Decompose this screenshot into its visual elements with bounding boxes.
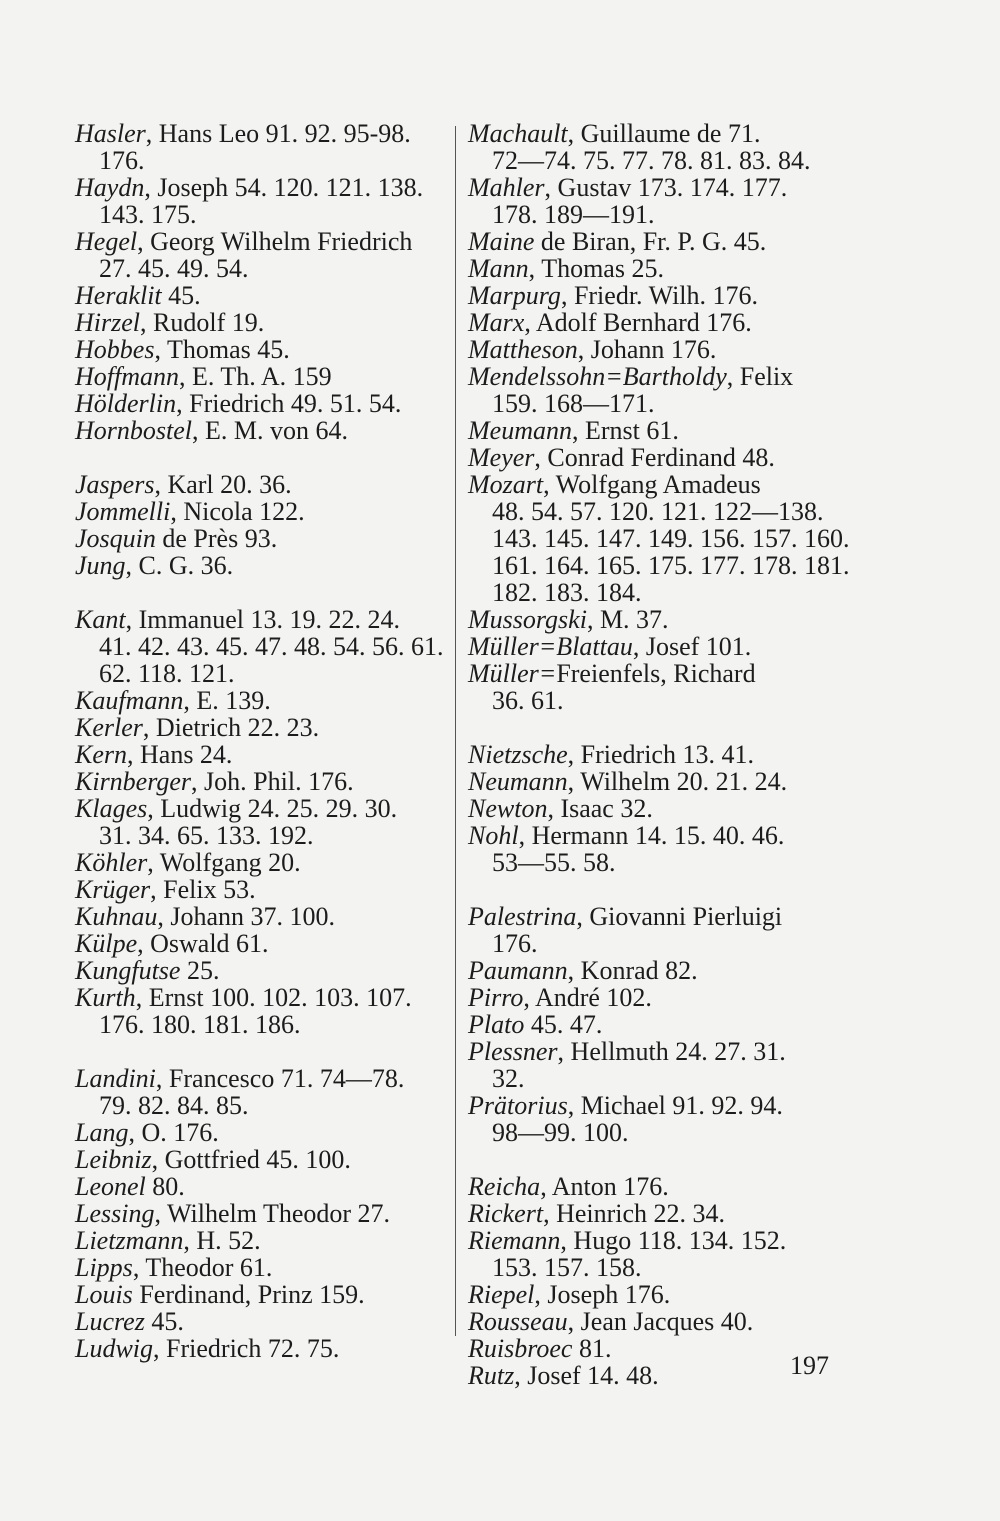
entry-refs: , Joseph 176.: [534, 1280, 671, 1309]
entry-refs: , M. 37.: [586, 605, 669, 634]
entry-name: Kerler: [75, 713, 143, 742]
entry-continuation: 62. 118. 121.: [99, 659, 235, 688]
index-entry: [75, 363, 445, 390]
entry-name: Leonel: [75, 1172, 146, 1201]
section-gap: [75, 444, 445, 471]
entry-name: Klages: [75, 794, 148, 823]
entry-name: Haydn: [75, 173, 145, 202]
entry-refs: , Wilhelm 20. 21. 24.: [567, 767, 788, 796]
entry-refs: , Hans 24.: [127, 740, 233, 769]
index-entry: [75, 1335, 445, 1362]
entry-name: Mahler: [468, 173, 545, 202]
entry-name: Mattheson: [468, 335, 578, 364]
index-entry: [468, 336, 858, 363]
entry-continuation: 36. 61.: [492, 686, 564, 715]
section-gap: [468, 1146, 858, 1173]
entry-name: Heraklit: [75, 281, 162, 310]
index-entry: [468, 444, 858, 471]
entry-refs: , Michael 91. 92. 94.: [567, 1091, 783, 1120]
entry-refs: , Immanuel 13. 19. 22. 24.: [125, 605, 400, 634]
entry-name: Jommelli: [75, 497, 171, 526]
entry-name: Riepel: [468, 1280, 535, 1309]
entry-name: Kant: [75, 605, 126, 634]
section-gap: [468, 714, 858, 741]
index-column-left: [75, 120, 445, 1362]
entry-refs: Ferdinand, Prinz 159.: [132, 1280, 365, 1309]
section-gap: [75, 579, 445, 606]
index-entry: [468, 903, 858, 957]
entry-refs: , Ernst 61.: [571, 416, 679, 445]
entry-name: Newton: [468, 794, 548, 823]
entry-refs: 81.: [572, 1334, 612, 1363]
index-entry: [75, 876, 445, 903]
entry-name: Krüger: [75, 875, 151, 904]
entry-name: Ruisbroec: [468, 1334, 573, 1363]
index-entry: [468, 363, 858, 417]
entry-name: Lietzmann: [75, 1226, 184, 1255]
entry-name: Kern: [75, 740, 127, 769]
entry-refs: , H. 52.: [183, 1226, 261, 1255]
entry-name: Paumann: [468, 956, 568, 985]
entry-refs: , Joh. Phil. 176.: [191, 767, 354, 796]
entry-name: Hobbes: [75, 335, 155, 364]
index-entry: [75, 606, 445, 687]
index-entry: [75, 687, 445, 714]
entry-continuation: 32.: [492, 1064, 525, 1093]
index-entry: [75, 120, 445, 174]
entry-name: Landini: [75, 1064, 156, 1093]
index-entry: [75, 282, 445, 309]
entry-refs: , Hermann 14. 15. 40. 46.: [518, 821, 785, 850]
index-entry: [75, 714, 445, 741]
entry-name: Hölderlin: [75, 389, 177, 418]
index-entry: [75, 984, 445, 1038]
entry-refs: , Gustav 173. 174. 177.: [544, 173, 788, 202]
entry-refs: , Ludwig 24. 25. 29. 30.: [147, 794, 398, 823]
entry-name: Kirnberger: [75, 767, 192, 796]
entry-name: Meyer: [468, 443, 535, 472]
entry-refs: , Karl 20. 36.: [154, 470, 292, 499]
entry-name: Müller=: [468, 659, 557, 688]
entry-name: Lucrez: [75, 1307, 145, 1336]
entry-name: Hoffmann: [75, 362, 179, 391]
entry-continuation: 27. 45. 49. 54.: [99, 254, 249, 283]
entry-refs: , Thomas 25.: [528, 254, 664, 283]
section-gap: [75, 1038, 445, 1065]
index-entry: [75, 1281, 445, 1308]
entry-refs: , Adolf Bernhard 176.: [524, 308, 752, 337]
entry-refs: , Anton 176.: [540, 1172, 669, 1201]
index-entry: [75, 1146, 445, 1173]
entry-name: Marpurg: [468, 281, 561, 310]
index-entry: [75, 390, 445, 417]
entry-refs: , Wolfgang 20.: [147, 848, 301, 877]
index-entry: [468, 282, 858, 309]
entry-name: Hirzel: [75, 308, 140, 337]
entry-refs: , Johann 37. 100.: [157, 902, 336, 931]
entry-refs: , Josef 14. 48.: [514, 1361, 659, 1390]
entry-name: Kungfutse: [75, 956, 181, 985]
entry-refs: , Isaac 32.: [547, 794, 653, 823]
entry-name: Marx: [468, 308, 525, 337]
entry-refs: , Jean Jacques 40.: [567, 1307, 754, 1336]
entry-name: Köhler: [75, 848, 148, 877]
entry-refs: , Hans Leo 91. 92. 95-98.: [145, 119, 411, 148]
entry-refs: , O. 176.: [128, 1118, 219, 1147]
entry-refs: , Dietrich 22. 23.: [142, 713, 320, 742]
entry-name: Kurth: [75, 983, 136, 1012]
index-entry: [468, 1173, 858, 1200]
entry-refs: , Ernst 100. 102. 103. 107.: [135, 983, 412, 1012]
index-entry: [75, 525, 445, 552]
entry-name: Nohl: [468, 821, 519, 850]
entry-refs: , Wolfgang Amadeus: [543, 470, 761, 499]
entry-name: Lessing: [75, 1199, 155, 1228]
page-number: 197: [790, 1351, 829, 1380]
index-entry: [75, 849, 445, 876]
entry-refs: , E. Th. A. 159: [179, 362, 332, 391]
index-entry: [468, 1092, 858, 1146]
entry-refs: , Hellmuth 24. 27. 31.: [557, 1037, 786, 1066]
entry-name: Meumann: [468, 416, 572, 445]
entry-name: Mendelssohn=Bartholdy: [468, 362, 727, 391]
entry-refs: de Près 93.: [155, 524, 278, 553]
index-entry: [468, 795, 858, 822]
entry-continuation: 53—55. 58.: [492, 848, 616, 877]
entry-refs: de Biran, Fr. P. G. 45.: [534, 227, 767, 256]
index-entry: [468, 1281, 858, 1308]
index-entry: [75, 417, 445, 444]
entry-continuation: 48. 54. 57. 120. 121. 122—138.: [492, 497, 824, 526]
entry-name: Josquin: [75, 524, 156, 553]
entry-refs: , Guillaume de 71.: [567, 119, 761, 148]
entry-refs: , Johann 176.: [577, 335, 717, 364]
entry-name: Pirro: [468, 983, 524, 1012]
entry-refs: , Gottfried 45. 100.: [151, 1145, 351, 1174]
index-entry: [468, 768, 858, 795]
entry-name: Kaufmann: [75, 686, 184, 715]
index-entry: [468, 255, 858, 282]
index-entry: [468, 1227, 858, 1281]
entry-name: Louis: [75, 1280, 133, 1309]
entry-refs: , Theodor 61.: [132, 1253, 273, 1282]
index-entry: [468, 741, 858, 768]
section-gap: [468, 876, 858, 903]
index-entry: [468, 957, 858, 984]
entry-refs: , Nicola 122.: [170, 497, 305, 526]
index-entry: [468, 228, 858, 255]
entry-refs: , Hugo 118. 134. 152.: [560, 1226, 787, 1255]
index-entry: [75, 741, 445, 768]
index-entry: [468, 1038, 858, 1092]
index-entry: [75, 309, 445, 336]
index-entry: [468, 1308, 858, 1335]
entry-name: Jaspers: [75, 470, 155, 499]
entry-refs: 45.: [144, 1307, 184, 1336]
entry-name: Lipps: [75, 1253, 133, 1282]
entry-name: Külpe: [75, 929, 138, 958]
entry-name: Lang: [75, 1118, 129, 1147]
entry-refs: , Giovanni Pierluigi: [576, 902, 783, 931]
entry-refs: 45. 47.: [524, 1010, 603, 1039]
entry-name: Plato: [468, 1010, 525, 1039]
entry-refs: , E. M. von 64.: [192, 416, 348, 445]
entry-name: Plessner: [468, 1037, 558, 1066]
index-entry: [75, 1308, 445, 1335]
entry-refs: , Heinrich 22. 34.: [543, 1199, 726, 1228]
entry-refs: , Conrad Ferdinand 48.: [534, 443, 775, 472]
entry-refs: , Felix: [726, 362, 794, 391]
index-entry: [75, 768, 445, 795]
entry-refs: , Francesco 71. 74—78.: [155, 1064, 405, 1093]
entry-name: Machault: [468, 119, 568, 148]
index-entry: [468, 471, 858, 606]
entry-name: Ludwig: [75, 1334, 154, 1363]
entry-continuation: 176.: [492, 929, 538, 958]
entry-continuation: 176. 180. 181. 186.: [99, 1010, 301, 1039]
index-entry: [75, 795, 445, 849]
entry-name: Maine: [468, 227, 535, 256]
entry-name: Mann: [468, 254, 529, 283]
entry-continuation: 143. 175.: [99, 200, 197, 229]
index-entry: [75, 1173, 445, 1200]
entry-name: Kuhnau: [75, 902, 158, 931]
entry-refs: , Josef 101.: [632, 632, 752, 661]
entry-continuation: 153. 157. 158.: [492, 1253, 642, 1282]
index-entry: [75, 228, 445, 282]
index-entry: [75, 1119, 445, 1146]
entry-name: Rutz: [468, 1361, 515, 1390]
entry-refs: , Friedrich 49. 51. 54.: [176, 389, 402, 418]
index-entry: [468, 1011, 858, 1038]
index-entry: [75, 903, 445, 930]
entry-name: Nietzsche: [468, 740, 568, 769]
index-entry: [75, 174, 445, 228]
index-entry: [468, 606, 858, 633]
entry-continuation: 143. 145. 147. 149. 156. 157. 160.: [492, 524, 850, 553]
entry-continuation: 41. 42. 43. 45. 47. 48. 54. 56. 61.: [99, 632, 444, 661]
entry-refs: 45.: [161, 281, 201, 310]
entry-name: Neumann: [468, 767, 568, 796]
entry-name: Rousseau: [468, 1307, 568, 1336]
entry-refs: , E. 139.: [183, 686, 271, 715]
entry-name: Mozart: [468, 470, 544, 499]
index-column-right: [468, 120, 858, 1389]
index-entry: [468, 660, 858, 714]
entry-name: Reicha: [468, 1172, 541, 1201]
entry-refs: , Thomas 45.: [154, 335, 290, 364]
index-entry: [75, 957, 445, 984]
entry-name: Leibniz: [75, 1145, 152, 1174]
entry-continuation: 182. 183. 184.: [492, 578, 642, 607]
entry-refs: , Konrad 82.: [567, 956, 698, 985]
entry-continuation: 98—99. 100.: [492, 1118, 629, 1147]
entry-refs: , Oswald 61.: [137, 929, 269, 958]
entry-continuation: 159. 168—171.: [492, 389, 655, 418]
entry-name: Mussorgski: [468, 605, 587, 634]
index-entry: [75, 471, 445, 498]
index-entry: [75, 930, 445, 957]
entry-refs: , Georg Wilhelm Friedrich: [137, 227, 413, 256]
index-entry: [468, 174, 858, 228]
index-entry: [468, 120, 858, 174]
index-entry: [75, 1065, 445, 1119]
index-entry: [75, 1200, 445, 1227]
entry-refs: , Joseph 54. 120. 121. 138.: [144, 173, 424, 202]
entry-name: Rickert: [468, 1199, 544, 1228]
entry-refs: 80.: [145, 1172, 185, 1201]
entry-name: Müller=Blattau: [468, 632, 633, 661]
entry-refs: , Friedrich 72. 75.: [153, 1334, 340, 1363]
entry-refs: Freienfels, Richard: [556, 659, 756, 688]
entry-refs: , Felix 53.: [150, 875, 256, 904]
entry-continuation: 31. 34. 65. 133. 192.: [99, 821, 314, 850]
index-entry: [468, 417, 858, 444]
entry-continuation: 79. 82. 84. 85.: [99, 1091, 249, 1120]
index-entry: [468, 1200, 858, 1227]
entry-name: Hasler: [75, 119, 146, 148]
entry-continuation: 176.: [99, 146, 145, 175]
entry-refs: , Wilhelm Theodor 27.: [154, 1199, 391, 1228]
entry-refs: , Friedr. Wilh. 176.: [560, 281, 759, 310]
index-entry: [75, 1227, 445, 1254]
entry-continuation: 72—74. 75. 77. 78. 81. 83. 84.: [492, 146, 811, 175]
entry-name: Riemann: [468, 1226, 561, 1255]
entry-name: Palestrina: [468, 902, 577, 931]
index-entry: [75, 1254, 445, 1281]
entry-name: Hegel: [75, 227, 138, 256]
column-divider: [455, 126, 456, 1336]
entry-continuation: 161. 164. 165. 175. 177. 178. 181.: [492, 551, 850, 580]
index-entry: [75, 336, 445, 363]
entry-continuation: 178. 189—191.: [492, 200, 655, 229]
index-entry: [468, 984, 858, 1011]
entry-refs: , Friedrich 13. 41.: [567, 740, 754, 769]
entry-refs: , André 102.: [523, 983, 652, 1012]
entry-refs: , Rudolf 19.: [140, 308, 265, 337]
index-entry: [75, 552, 445, 579]
entry-name: Jung: [75, 551, 126, 580]
entry-name: Hornbostel: [75, 416, 192, 445]
index-entry: [75, 498, 445, 525]
index-entry: [468, 633, 858, 660]
entry-name: Prätorius: [468, 1091, 568, 1120]
index-entry: [468, 822, 858, 876]
entry-refs: , C. G. 36.: [125, 551, 234, 580]
entry-refs: 25.: [180, 956, 220, 985]
index-entry: [468, 309, 858, 336]
